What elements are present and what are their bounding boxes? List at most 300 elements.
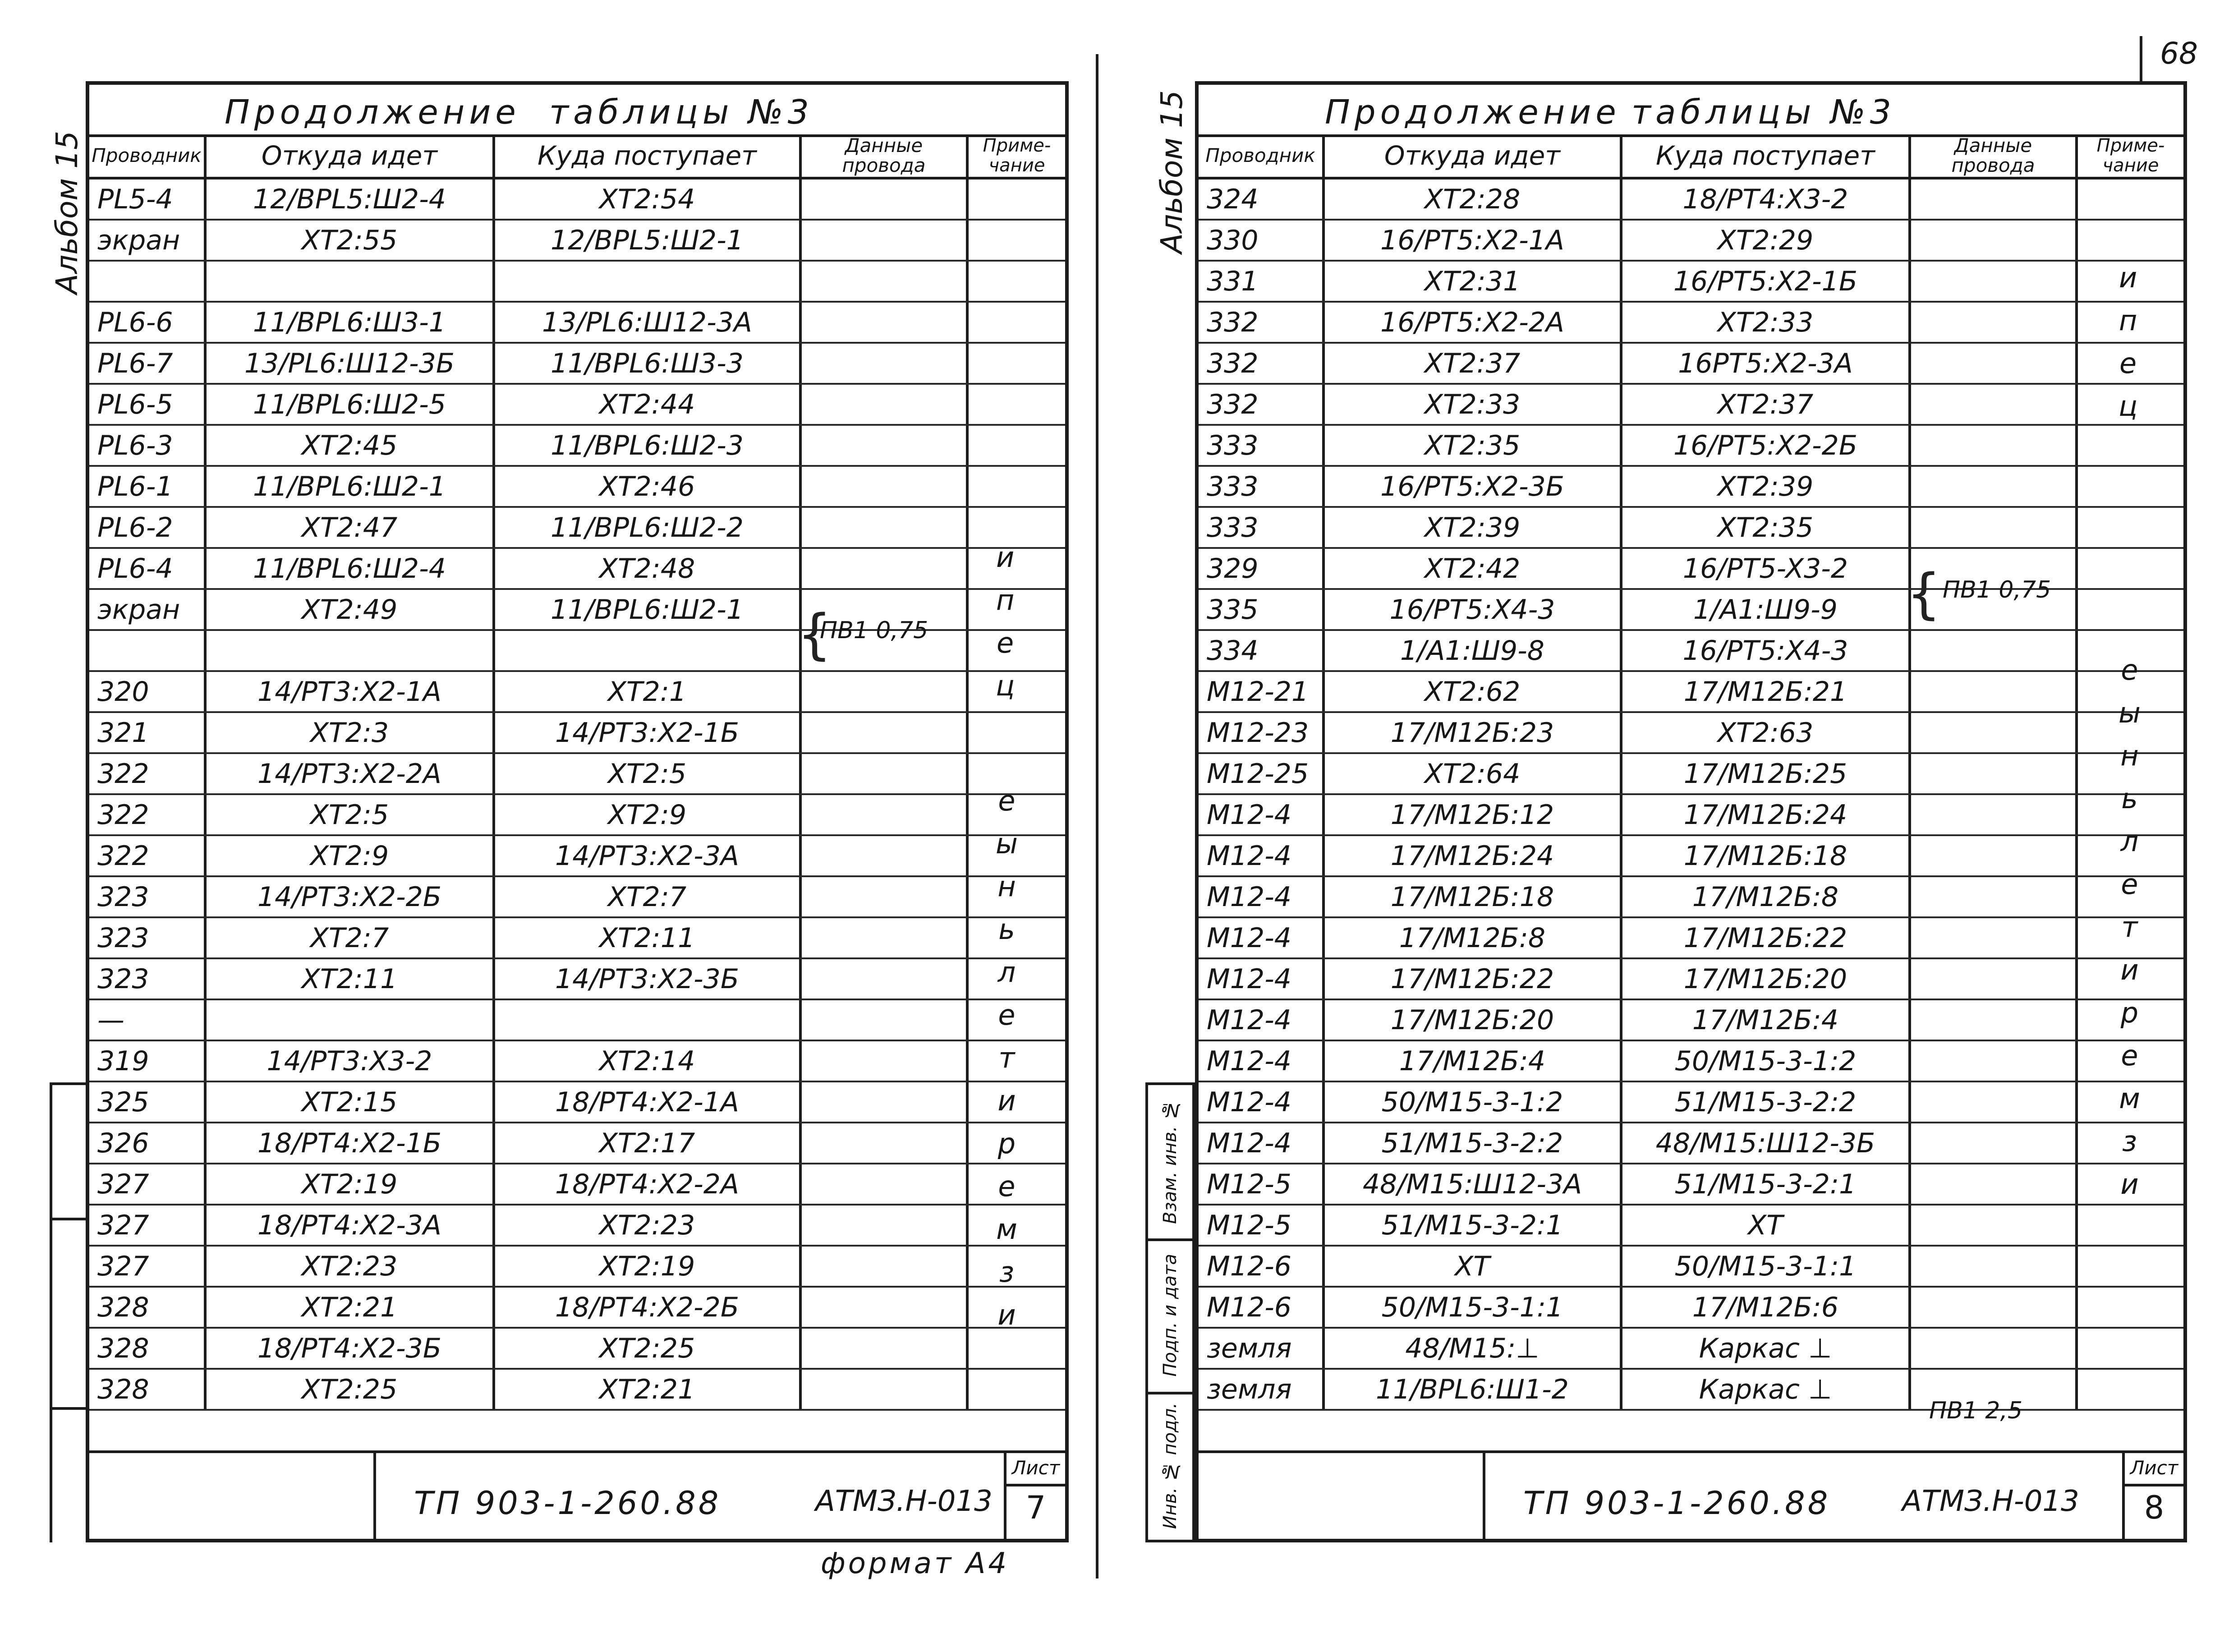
conductor-cell: PL6-3 xyxy=(89,426,207,465)
from-cell: 13/PL6:Ш12-3Б xyxy=(207,344,495,383)
conductor-cell: PL6-7 xyxy=(89,344,207,383)
to-cell: 11/BPL6:Ш2-3 xyxy=(495,426,802,465)
from-cell: 50/М15-3-1:2 xyxy=(1325,1082,1622,1122)
from-cell xyxy=(207,262,495,301)
conductor-cell: М12-4 xyxy=(1199,1041,1325,1081)
title-block-divider xyxy=(1483,1453,1485,1539)
table-row xyxy=(89,713,1065,754)
wire-data-cell xyxy=(802,1247,969,1286)
wire-data-cell xyxy=(802,385,969,424)
to-cell: XT2:29 xyxy=(1622,221,1911,260)
conductor-cell: PL6-5 xyxy=(89,385,207,424)
from-cell: 17/М12Б:4 xyxy=(1325,1041,1622,1081)
table-row xyxy=(89,262,1065,303)
wire-data-cell xyxy=(802,179,969,219)
document-code: ТП 903-1-260.88 xyxy=(414,1485,721,1522)
to-cell: 11/BPL6:Ш2-2 xyxy=(495,508,802,547)
document-mark: АТМЗ.Н-013 xyxy=(815,1485,993,1518)
conductor-cell: 323 xyxy=(89,918,207,957)
to-cell: 17/М12Б:8 xyxy=(1622,877,1911,916)
to-cell: 51/М15-3-2:2 xyxy=(1622,1082,1911,1122)
note-measuring: е ы н ь л е т и р е м з и xyxy=(2119,653,2141,1201)
table-row xyxy=(1199,1041,2183,1082)
conductor-cell: М12-21 xyxy=(1199,672,1325,711)
from-cell: XT2:55 xyxy=(207,221,495,260)
wire-data-cell xyxy=(802,836,969,875)
from-cell: XT2:31 xyxy=(1325,262,1622,301)
from-cell: 16/PT5:X2-3Б xyxy=(1325,467,1622,506)
conductor-cell: 321 xyxy=(89,713,207,752)
album-label-left: Альбом 15 xyxy=(50,131,84,295)
wire-data-cell xyxy=(1911,918,2078,957)
from-cell: XT2:35 xyxy=(1325,426,1622,465)
table-row xyxy=(89,303,1065,344)
table-row xyxy=(1199,918,2183,959)
note-cell xyxy=(2078,179,2183,219)
to-cell: 48/М15:Ш12-3Б xyxy=(1622,1123,1911,1163)
conductor-cell: 322 xyxy=(89,754,207,793)
table-row xyxy=(89,1329,1065,1370)
from-cell: XT2:47 xyxy=(207,508,495,547)
conductor-cell: 330 xyxy=(1199,221,1325,260)
to-cell: XT xyxy=(1622,1206,1911,1245)
conductor-cell xyxy=(89,631,207,670)
table-row xyxy=(89,426,1065,467)
conductor-cell: М12-5 xyxy=(1199,1164,1325,1204)
to-cell: 17/М12Б:22 xyxy=(1622,918,1911,957)
from-cell: 18/PT4:X2-3А xyxy=(207,1206,495,1245)
drawing-sheet-7 xyxy=(86,81,1069,1542)
note-cell xyxy=(969,549,1065,588)
wire-data-cell xyxy=(1911,303,2078,342)
note-cell xyxy=(969,508,1065,547)
table-row xyxy=(1199,1329,2183,1370)
conductor-cell: земля xyxy=(1199,1370,1325,1409)
from-cell: 14/PT3:X2-2А xyxy=(207,754,495,793)
note-cell xyxy=(969,426,1065,465)
table-row xyxy=(89,1123,1065,1164)
wire-data-cell xyxy=(1911,1000,2078,1040)
to-cell: XT2:33 xyxy=(1622,303,1911,342)
note-cell xyxy=(969,1370,1065,1409)
binding-bracket-mid-2 xyxy=(50,1407,86,1410)
conductor-cell: М12-4 xyxy=(1199,959,1325,999)
table-row xyxy=(89,221,1065,262)
wire-data-cell xyxy=(802,221,969,260)
note-circuits: и п е ц xyxy=(996,541,1015,702)
note-cell xyxy=(969,713,1065,752)
to-cell: XT2:7 xyxy=(495,877,802,916)
wire-data-cell xyxy=(1911,836,2078,875)
note-cell xyxy=(2078,1288,2183,1327)
conductor-cell xyxy=(89,262,207,301)
to-cell: 50/М15-3-1:2 xyxy=(1622,1041,1911,1081)
sheet-number-box xyxy=(2122,1453,2183,1539)
table-row xyxy=(1199,959,2183,1000)
conductor-cell: 325 xyxy=(89,1082,207,1122)
revision-stamp xyxy=(1145,1082,1195,1542)
wire-table-right xyxy=(1199,179,2183,1411)
to-cell: 1/A1:Ш9-9 xyxy=(1622,590,1911,629)
note-cell xyxy=(2078,549,2183,588)
from-cell: 17/М12Б:12 xyxy=(1325,795,1622,834)
wire-data-cell xyxy=(802,1288,969,1327)
header-to: Куда поступает xyxy=(495,134,802,179)
conductor-cell: 326 xyxy=(89,1123,207,1163)
from-cell: 11/BPL6:Ш2-1 xyxy=(207,467,495,506)
wire-data-cell xyxy=(1911,1123,2078,1163)
from-cell: XT2:3 xyxy=(207,713,495,752)
wire-data-cell xyxy=(802,1164,969,1204)
conductor-cell: М12-25 xyxy=(1199,754,1325,793)
table-row xyxy=(89,467,1065,508)
table-row xyxy=(89,344,1065,385)
from-cell: 16/PT5:X2-1А xyxy=(1325,221,1622,260)
header-conductor: Проводник xyxy=(89,134,207,179)
table-row xyxy=(1199,877,2183,918)
header-note: Приме-чание xyxy=(969,134,1065,179)
conductor-cell: PL6-2 xyxy=(89,508,207,547)
header-from: Откуда идет xyxy=(207,134,495,179)
table-row xyxy=(89,1247,1065,1288)
from-cell: XT2:5 xyxy=(207,795,495,834)
conductor-cell: М12-6 xyxy=(1199,1288,1325,1327)
table-row xyxy=(89,179,1065,221)
table-row xyxy=(1199,1206,2183,1247)
to-cell: 17/М12Б:4 xyxy=(1622,1000,1911,1040)
from-cell: XT2:62 xyxy=(1325,672,1622,711)
conductor-cell: 332 xyxy=(1199,385,1325,424)
to-cell xyxy=(495,631,802,670)
to-cell: XT2:17 xyxy=(495,1123,802,1163)
wire-data-cell xyxy=(802,1041,969,1081)
conductor-cell: 333 xyxy=(1199,467,1325,506)
conductor-cell: М12-4 xyxy=(1199,1000,1325,1040)
to-cell: XT2:19 xyxy=(495,1247,802,1286)
conductor-cell: PL6-1 xyxy=(89,467,207,506)
conductor-cell: 329 xyxy=(1199,549,1325,588)
conductor-cell: М12-5 xyxy=(1199,1206,1325,1245)
to-cell: 18/PT4:X3-2 xyxy=(1622,179,1911,219)
sheet-label: Лист xyxy=(1006,1457,1065,1486)
page-number-rule xyxy=(2140,36,2142,81)
note-cell xyxy=(2078,590,2183,629)
wire-data-cell xyxy=(1911,385,2078,424)
wire-data-cell xyxy=(802,426,969,465)
to-cell: XT2:23 xyxy=(495,1206,802,1245)
wire-data-cell xyxy=(1911,672,2078,711)
conductor-cell: 334 xyxy=(1199,631,1325,670)
table-row xyxy=(89,1164,1065,1206)
note-cell xyxy=(969,385,1065,424)
conductor-cell: 332 xyxy=(1199,344,1325,383)
wire-data-value-2: ПВ1 2,5 xyxy=(1929,1397,2023,1424)
to-cell: XT2:54 xyxy=(495,179,802,219)
table-row xyxy=(1199,1082,2183,1123)
header-wire-data: Данные провода xyxy=(802,134,969,179)
to-cell: 17/М12Б:20 xyxy=(1622,959,1911,999)
title-block xyxy=(89,1450,1065,1539)
table-row xyxy=(1199,795,2183,836)
to-cell: 16/PT5-X3-2 xyxy=(1622,549,1911,588)
conductor-cell: — xyxy=(89,1000,207,1040)
wire-data-cell xyxy=(1911,1082,2078,1122)
table-row xyxy=(1199,836,2183,877)
from-cell: 11/BPL6:Ш1-2 xyxy=(1325,1370,1622,1409)
conductor-cell: 320 xyxy=(89,672,207,711)
to-cell: Каркас ⊥ xyxy=(1622,1329,1911,1368)
note-cell xyxy=(969,590,1065,629)
table-row xyxy=(89,959,1065,1000)
from-cell: 17/М12Б:20 xyxy=(1325,1000,1622,1040)
from-cell: XT2:19 xyxy=(207,1164,495,1204)
to-cell: XT2:46 xyxy=(495,467,802,506)
conductor-cell: 328 xyxy=(89,1288,207,1327)
from-cell: 51/М15-3-2:1 xyxy=(1325,1206,1622,1245)
from-cell: 11/BPL6:Ш2-4 xyxy=(207,549,495,588)
drawing-sheet-8 xyxy=(1195,81,2187,1542)
conductor-cell: 327 xyxy=(89,1164,207,1204)
header-wire-data: Данные провода xyxy=(1911,134,2078,179)
conductor-cell: 327 xyxy=(89,1247,207,1286)
from-cell: XT2:21 xyxy=(207,1288,495,1327)
table-title-number: таблицы №3 xyxy=(549,93,813,132)
wire-data-cell xyxy=(1911,1206,2078,1245)
to-cell: XT2:11 xyxy=(495,918,802,957)
wire-data-cell xyxy=(1911,1041,2078,1081)
wire-data-value-1: ПВ1 0,75 xyxy=(1943,576,2051,603)
from-cell: XT2:9 xyxy=(207,836,495,875)
wire-data-cell xyxy=(802,1206,969,1245)
conductor-cell: 333 xyxy=(1199,426,1325,465)
from-cell: XT2:11 xyxy=(207,959,495,999)
conductor-cell: 322 xyxy=(89,795,207,834)
to-cell: 16/PT5:X4-3 xyxy=(1622,631,1911,670)
from-cell xyxy=(207,631,495,670)
wire-data-cell xyxy=(1911,959,2078,999)
title-block xyxy=(1199,1450,2183,1539)
from-cell: 18/PT4:X2-1Б xyxy=(207,1123,495,1163)
wire-data-cell xyxy=(1911,795,2078,834)
wire-data-cell xyxy=(1911,877,2078,916)
binding-bracket-spine xyxy=(50,1082,52,1542)
conductor-cell: 332 xyxy=(1199,303,1325,342)
stamp-signature-date: Подп. и дата xyxy=(1148,1238,1192,1394)
wire-data-cell xyxy=(1911,1164,2078,1204)
note-cell xyxy=(2078,467,2183,506)
conductor-cell: М12-4 xyxy=(1199,918,1325,957)
note-cell xyxy=(2078,1206,2183,1245)
conductor-cell: PL6-4 xyxy=(89,549,207,588)
conductor-cell: 327 xyxy=(89,1206,207,1245)
from-cell: 14/PT3:X3-2 xyxy=(207,1041,495,1081)
wire-data-cell xyxy=(802,467,969,506)
from-cell: XT2:64 xyxy=(1325,754,1622,793)
header-conductor: Проводник xyxy=(1199,134,1325,179)
to-cell: 16PT5:X2-3А xyxy=(1622,344,1911,383)
from-cell: 17/М12Б:24 xyxy=(1325,836,1622,875)
from-cell: XT2:23 xyxy=(207,1247,495,1286)
to-cell: 16/PT5:X2-1Б xyxy=(1622,262,1911,301)
table-row xyxy=(1199,344,2183,385)
conductor-cell: 322 xyxy=(89,836,207,875)
table-row xyxy=(1199,1247,2183,1288)
table-row xyxy=(89,918,1065,959)
to-cell: 11/BPL6:Ш2-1 xyxy=(495,590,802,629)
conductor-cell: М12-23 xyxy=(1199,713,1325,752)
conductor-cell: 323 xyxy=(89,877,207,916)
binding-bracket-mid-1 xyxy=(50,1218,86,1220)
wire-data-cell xyxy=(1911,1329,2078,1368)
wire-data-cell xyxy=(802,262,969,301)
wire-data-cell xyxy=(1911,1247,2078,1286)
table-row xyxy=(89,385,1065,426)
document-code: ТП 903-1-260.88 xyxy=(1523,1485,1831,1522)
wire-data-cell xyxy=(802,549,969,588)
to-cell: 50/М15-3-1:1 xyxy=(1622,1247,1911,1286)
wire-group-brace: { xyxy=(797,603,832,666)
table-row xyxy=(89,1370,1065,1411)
conductor-cell: М12-6 xyxy=(1199,1247,1325,1286)
wire-data-cell xyxy=(802,303,969,342)
format-label: формат А4 xyxy=(821,1547,1010,1580)
table-row xyxy=(89,1082,1065,1123)
note-cell xyxy=(969,221,1065,260)
to-cell xyxy=(495,262,802,301)
wire-table-left xyxy=(89,179,1065,1411)
note-cell xyxy=(969,262,1065,301)
table-row xyxy=(1199,426,2183,467)
conductor-cell: экран xyxy=(89,590,207,629)
sheet-label: Лист xyxy=(2125,1457,2183,1486)
to-cell: XT2:48 xyxy=(495,549,802,588)
sheet-number: 7 xyxy=(1025,1489,1046,1526)
conductor-cell: 328 xyxy=(89,1370,207,1409)
to-cell: 18/PT4:X2-1А xyxy=(495,1082,802,1122)
from-cell: XT2:7 xyxy=(207,918,495,957)
note-cell xyxy=(2078,1247,2183,1286)
conductor-cell: 335 xyxy=(1199,590,1325,629)
to-cell: 14/PT3:X2-3А xyxy=(495,836,802,875)
table-row xyxy=(1199,1370,2183,1411)
from-cell: XT2:39 xyxy=(1325,508,1622,547)
from-cell: 48/М15:⊥ xyxy=(1325,1329,1622,1368)
wire-data-cell xyxy=(802,344,969,383)
to-cell: 17/М12Б:6 xyxy=(1622,1288,1911,1327)
conductor-cell: М12-4 xyxy=(1199,877,1325,916)
to-cell: XT2:35 xyxy=(1622,508,1911,547)
note-cell xyxy=(2078,508,2183,547)
note-cell xyxy=(969,631,1065,670)
table-row xyxy=(1199,754,2183,795)
to-cell: 12/BPL5:Ш2-1 xyxy=(495,221,802,260)
note-cell xyxy=(969,672,1065,711)
to-cell: 16/PT5:X2-2Б xyxy=(1622,426,1911,465)
wire-data-cell xyxy=(802,672,969,711)
wire-data-cell xyxy=(802,877,969,916)
table-row xyxy=(1199,713,2183,754)
table-row xyxy=(1199,1164,2183,1206)
table-row xyxy=(89,836,1065,877)
table-row xyxy=(1199,262,2183,303)
conductor-cell: 333 xyxy=(1199,508,1325,547)
conductor-cell: М12-4 xyxy=(1199,795,1325,834)
conductor-cell: 319 xyxy=(89,1041,207,1081)
wire-data-cell xyxy=(1911,467,2078,506)
page-number: 68 xyxy=(2160,36,2198,71)
wire-data-cell xyxy=(1911,179,2078,219)
album-label-right: Альбом 15 xyxy=(1154,90,1189,254)
to-cell: 17/М12Б:21 xyxy=(1622,672,1911,711)
table-title-continuation: Продолжение xyxy=(225,93,520,132)
stamp-replaced-inventory: Взам. инв. № xyxy=(1148,1085,1192,1241)
table-row xyxy=(89,549,1065,590)
to-cell: XT2:14 xyxy=(495,1041,802,1081)
conductor-cell: экран xyxy=(89,221,207,260)
wire-data-cell xyxy=(1911,713,2078,752)
table-title-row xyxy=(1199,85,2183,137)
wire-data-cell xyxy=(802,713,969,752)
wire-data-cell xyxy=(1911,262,2078,301)
table-row xyxy=(89,1288,1065,1329)
from-cell: 17/М12Б:18 xyxy=(1325,877,1622,916)
wire-data-cell xyxy=(802,1329,969,1368)
to-cell: XT2:63 xyxy=(1622,713,1911,752)
to-cell: XT2:37 xyxy=(1622,385,1911,424)
wire-data-cell xyxy=(802,508,969,547)
document-mark: АТМЗ.Н-013 xyxy=(1902,1485,2079,1518)
conductor-cell: М12-4 xyxy=(1199,1082,1325,1122)
title-block-divider xyxy=(373,1453,376,1539)
to-cell xyxy=(495,1000,802,1040)
table-row xyxy=(1199,303,2183,344)
from-cell: XT2:28 xyxy=(1325,179,1622,219)
note-cell xyxy=(969,179,1065,219)
from-cell: 12/BPL5:Ш2-4 xyxy=(207,179,495,219)
note-cell xyxy=(969,467,1065,506)
note-cell xyxy=(2078,221,2183,260)
table-row xyxy=(89,672,1065,713)
to-cell: 51/М15-3-2:1 xyxy=(1622,1164,1911,1204)
table-row xyxy=(1199,1288,2183,1329)
conductor-cell: М12-4 xyxy=(1199,1123,1325,1163)
from-cell: 14/PT3:X2-1А xyxy=(207,672,495,711)
to-cell: 17/М12Б:24 xyxy=(1622,795,1911,834)
table-row xyxy=(1199,467,2183,508)
to-cell: 18/PT4:X2-2А xyxy=(495,1164,802,1204)
to-cell: 14/PT3:X2-1Б xyxy=(495,713,802,752)
binding-bracket-top xyxy=(50,1082,86,1085)
from-cell: 50/М15-3-1:1 xyxy=(1325,1288,1622,1327)
from-cell: 17/М12Б:23 xyxy=(1325,713,1622,752)
table-row xyxy=(1199,672,2183,713)
from-cell: 14/PT3:X2-2Б xyxy=(207,877,495,916)
table-row xyxy=(89,795,1065,836)
from-cell: XT2:15 xyxy=(207,1082,495,1122)
from-cell: XT2:45 xyxy=(207,426,495,465)
table-row xyxy=(1199,508,2183,549)
to-cell: 18/PT4:X2-2Б xyxy=(495,1288,802,1327)
table-row xyxy=(1199,1000,2183,1041)
wire-data-cell xyxy=(1911,631,2078,670)
conductor-cell: 324 xyxy=(1199,179,1325,219)
table-row xyxy=(1199,385,2183,426)
from-cell: XT2:49 xyxy=(207,590,495,629)
header-note: Приме-чание xyxy=(2078,134,2183,179)
from-cell: 11/BPL6:Ш2-5 xyxy=(207,385,495,424)
wire-data-cell xyxy=(802,1082,969,1122)
conductor-cell: 331 xyxy=(1199,262,1325,301)
